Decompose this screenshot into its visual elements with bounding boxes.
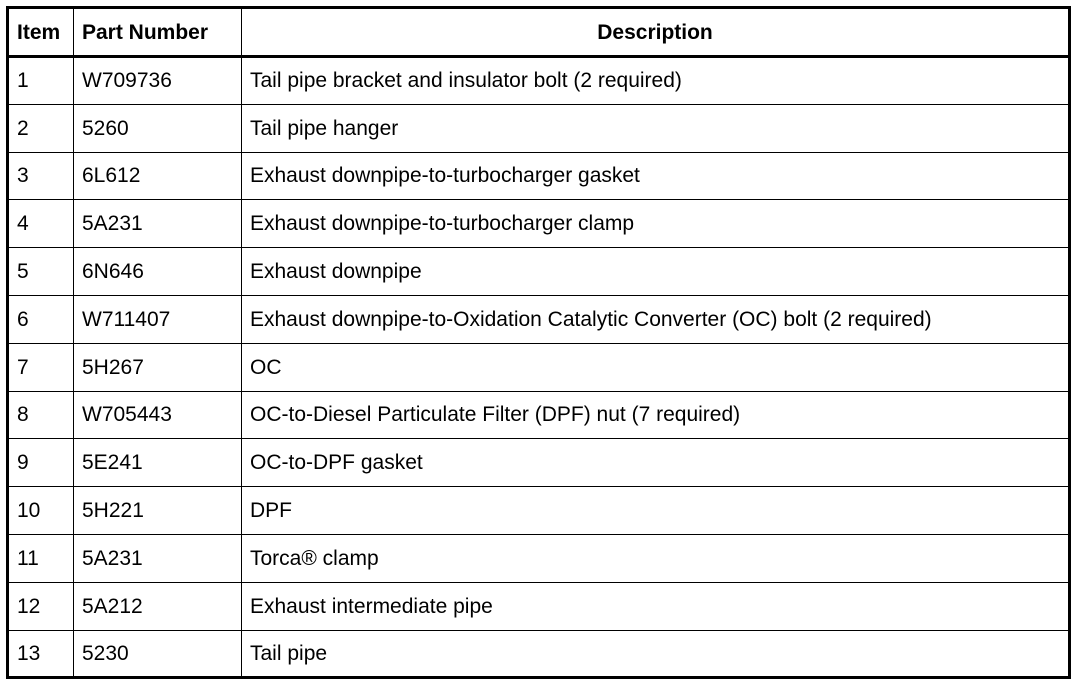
- part-number-cell: 5230: [74, 630, 242, 678]
- table-row: [8, 200, 1070, 248]
- item-cell: 1: [8, 57, 74, 105]
- description-cell: DPF: [242, 487, 1070, 535]
- header-description: Description: [242, 8, 1070, 57]
- description-cell: Tail pipe hanger: [242, 104, 1070, 152]
- item-cell: 10: [8, 487, 74, 535]
- item-cell: 2: [8, 104, 74, 152]
- item-cell: 7: [8, 343, 74, 391]
- table-row: [8, 439, 1070, 487]
- part-number-cell: 6L612: [74, 152, 242, 200]
- description-cell: OC: [242, 343, 1070, 391]
- description-cell: Exhaust downpipe-to-Oxidation Catalytic Converter (OC) bolt (2 required): [242, 295, 1070, 343]
- part-number-cell: 5A212: [74, 582, 242, 630]
- table-header-row: [8, 8, 1070, 57]
- table-row: [8, 582, 1070, 630]
- part-number-cell: 6N646: [74, 248, 242, 296]
- item-cell: 8: [8, 391, 74, 439]
- part-number-cell: 5260: [74, 104, 242, 152]
- description-cell: OC-to-Diesel Particulate Filter (DPF) nut (7 required): [242, 391, 1070, 439]
- part-number-cell: W709736: [74, 57, 242, 105]
- description-cell: Exhaust intermediate pipe: [242, 582, 1070, 630]
- item-cell: 6: [8, 295, 74, 343]
- header-part-number: Part Number: [74, 8, 242, 57]
- description-cell: Exhaust downpipe: [242, 248, 1070, 296]
- item-cell: 12: [8, 582, 74, 630]
- part-number-cell: 5H221: [74, 487, 242, 535]
- item-cell: 9: [8, 439, 74, 487]
- item-cell: 5: [8, 248, 74, 296]
- parts-table: [6, 6, 1071, 679]
- item-cell: 4: [8, 200, 74, 248]
- table-row: [8, 391, 1070, 439]
- part-number-cell: 5H267: [74, 343, 242, 391]
- description-cell: OC-to-DPF gasket: [242, 439, 1070, 487]
- part-number-cell: 5A231: [74, 200, 242, 248]
- table-row: [8, 295, 1070, 343]
- table-row: [8, 57, 1070, 105]
- description-cell: Exhaust downpipe-to-turbocharger gasket: [242, 152, 1070, 200]
- header-item: Item: [8, 8, 74, 57]
- item-cell: 13: [8, 630, 74, 678]
- item-cell: 11: [8, 534, 74, 582]
- table-row: [8, 152, 1070, 200]
- part-number-cell: W711407: [74, 295, 242, 343]
- description-cell: Exhaust downpipe-to-turbocharger clamp: [242, 200, 1070, 248]
- description-cell: Torca® clamp: [242, 534, 1070, 582]
- table-row: [8, 104, 1070, 152]
- part-number-cell: W705443: [74, 391, 242, 439]
- table-row: [8, 487, 1070, 535]
- table-row: [8, 248, 1070, 296]
- part-number-cell: 5A231: [74, 534, 242, 582]
- table-row: [8, 534, 1070, 582]
- description-cell: Tail pipe bracket and insulator bolt (2 required): [242, 57, 1070, 105]
- table-row: [8, 343, 1070, 391]
- description-cell: Tail pipe: [242, 630, 1070, 678]
- part-number-cell: 5E241: [74, 439, 242, 487]
- table-row: [8, 630, 1070, 678]
- item-cell: 3: [8, 152, 74, 200]
